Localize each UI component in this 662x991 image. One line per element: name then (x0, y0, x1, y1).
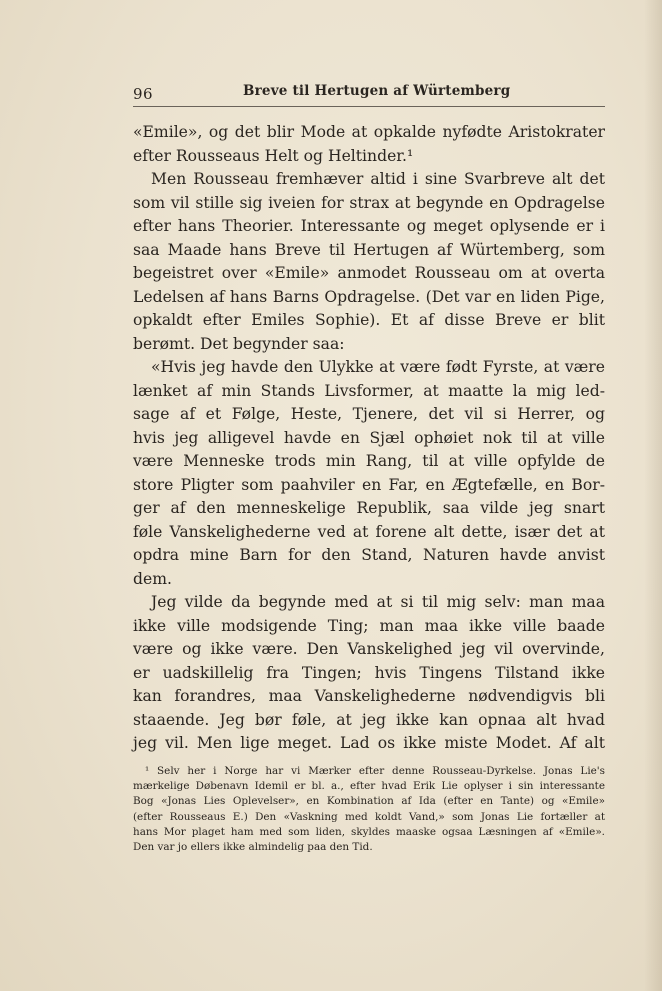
text-line: begeistret over «Emile» anmodet Rousseau om at overta (133, 264, 605, 282)
text-line: ger af den menneskelige Republik, saa vilde jeg snart (133, 499, 605, 517)
footnote-line: Bog «Jonas Lies Oplevelser», en Kombination af Ida (efter en Tante) og «Emile» (133, 795, 605, 808)
text-line: berømt. Det begynder saa: (133, 334, 345, 353)
text-line: Men Rousseau fremhæver altid i sine Svarbreve alt det (151, 170, 605, 188)
text-line: føle Vanskelighederne ved at forene alt dette, især det at (133, 522, 605, 541)
footnote-line: ¹ Selv her i Norge har vi Mærker efter denne Rousseau-Dyrkelse. Jonas Lie's (145, 765, 605, 777)
text-line: kan forandres, maa Vanskelighederne nødvendigvis bli (133, 687, 605, 705)
body-text (133, 121, 605, 756)
text-line: er uadskillelig fra Tingen; hvis Tingens Tilstand ikke (133, 663, 605, 682)
page-number: 96 (133, 85, 154, 103)
text-line: være Menneske trods min Rang, til at ville opfylde de (133, 452, 605, 470)
text-line: hvis jeg alligevel havde en Sjæl ophøiet nok til at ville (133, 428, 605, 447)
text-line: lænket af min Stands Livsformer, at maatte la mig led- (133, 381, 605, 400)
footnote-line: (efter Rousseaus E.) Den «Vaskning med koldt Vand,» som Jonas Lie fortæller at (133, 810, 605, 823)
running-title: Breve til Hertugen af Würtemberg (243, 83, 511, 99)
text-line: som vil stille sig iveien for strax at begynde en Opdragelse (133, 193, 605, 212)
footnote-line: mærkelige Døbenavn Idemil er bl. a., efter hvad Erik Lie oplyser i sin interessante (133, 780, 605, 793)
text-line: saa Maade hans Breve til Hertugen af Würtemberg, som (133, 240, 605, 259)
text-line: dem. (133, 569, 172, 588)
text-line: ikke ville modsigende Ting; man maa ikke ville baade (133, 616, 605, 635)
text-line: opdra mine Barn for den Stand, Naturen havde anvist (133, 546, 605, 564)
text-line: sage af et Følge, Heste, Tjenere, det vil si Herrer, og (133, 405, 605, 423)
text-line: Jeg vilde da begynde med at si til mig selv: man maa (151, 593, 605, 611)
footnote-line: Den var jo ellers ikke almindelig paa den Tid. (133, 840, 373, 853)
text-line: efter hans Theorier. Interessante og meget oplysende er i (133, 217, 605, 235)
text-line: staaende. Jeg bør føle, at jeg ikke kan opnaa alt hvad (133, 710, 605, 729)
text-line: være og ikke være. Den Vanskelighed jeg vil overvinde, (133, 640, 605, 658)
text-line: store Pligter som paahviler en Far, en Ægtefælle, en Bor- (133, 475, 605, 494)
footnote-line: hans Mor plaget ham med som liden, skyldes maaske ogsaa Læsningen af «Emile». (133, 825, 605, 838)
text-line: efter Rousseaus Helt og Heltinder.¹ (133, 146, 414, 165)
page-edge-shadow (644, 0, 662, 991)
page-header (133, 82, 605, 107)
text-line: «Emile», og det blir Mode at opkalde nyfødte Aristokrater (133, 123, 605, 141)
footnotes (133, 764, 605, 855)
text-line: «Hvis jeg havde den Ulykke at være født Fyrste, at være (151, 358, 605, 376)
text-line: opkaldt efter Emiles Sophie). Et af disse Breve er blit (133, 311, 605, 329)
text-line: Ledelsen af hans Barns Opdragelse. (Det var en liden Pige, (133, 287, 605, 306)
text-line: jeg vil. Men lige meget. Lad os ikke miste Modet. Af alt (133, 734, 605, 752)
